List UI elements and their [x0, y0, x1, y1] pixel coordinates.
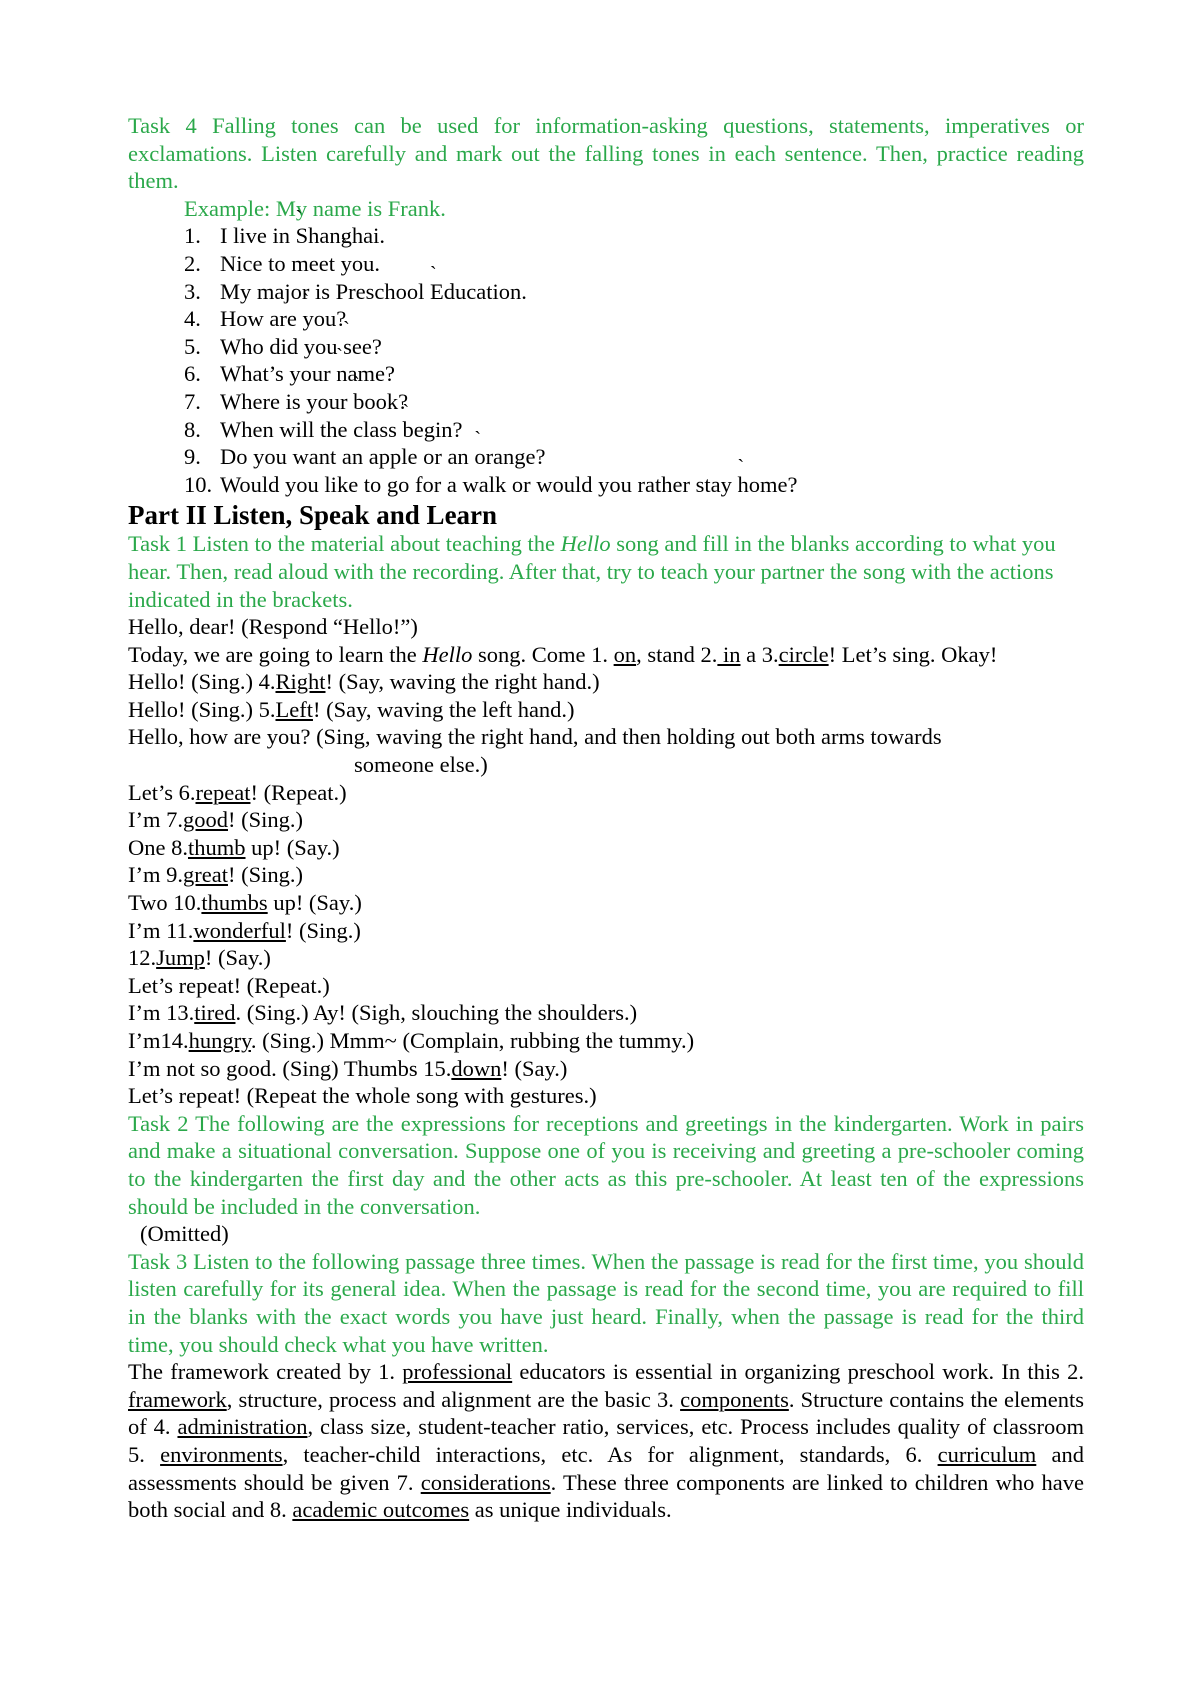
answer-blank: thumb	[188, 834, 246, 860]
falling-tone-mark: ` n	[336, 360, 347, 388]
list-item: 3. My major is Preschool ` Education.	[184, 278, 1084, 306]
answer-blank: components	[680, 1386, 789, 1412]
answer-blank: Left	[275, 696, 313, 722]
omitted-note: (Omitted)	[140, 1221, 229, 1247]
falling-tone-mark: ` h	[737, 471, 748, 499]
song-line: I’m not so good. (Sing) Thumbs 15.down! (Say.)	[128, 1055, 568, 1081]
falling-tone-mark: ` b	[402, 416, 413, 444]
song-line: I’m 13.tired. (Sing.) Ay! (Sigh, slouching the shoulders.)	[128, 1000, 638, 1026]
answer-blank: tired	[194, 1000, 236, 1026]
document-page	[128, 112, 1084, 1524]
answer-blank: wonderful	[193, 917, 286, 943]
falling-tone-mark: ` b	[353, 388, 364, 416]
task1-instruction: Task 1 Listen to the material about teaching the Hello song and fill in the blanks according to what you hear. Then, read aloud with the recording. After that, try to teach your partner the song with the actions indicated in the brackets.	[128, 531, 1056, 612]
list-item: 1. I live in ` Shanghai.	[184, 222, 1084, 250]
answer-blank: repeat	[195, 779, 251, 805]
passage-text: The framework created by 1. professional educators is essential in organizing preschool work. In this 2. framework, structure, process and alignment are the basic 3. components. Structure contains the elements of 4. administration, class size, student-teacher ratio, services, etc. Process includes quality of classroom 5. environments, teacher-child interactions, etc. As for alignment, standards, 6. curriculum and assessments should be given 7. considerations. These three components are linked to children who have both social and 8. academic outcomes as unique individuals.	[128, 1359, 1084, 1523]
list-item: 5. Who did you ` see?	[184, 333, 1084, 361]
task3-instruction: Task 3 Listen to the following passage three times. When the passage is read for the first time, you should listen carefully for its general idea. When the passage is read for the second time, you are required to fill in the blanks with the exact words you have just heard. Finally, when the passage is read for the third time, you should check what you have written.	[128, 1248, 1084, 1357]
task4-instruction: Task 4 Falling tones can be used for information-asking questions, statements, imperatives or exclamations. Listen carefully and mark out the falling tones in each sentence. Then, practice reading them.	[128, 113, 1084, 194]
song-line: I’m14.hungry. (Sing.) Mmm~ (Complain, rubbing the tummy.)	[128, 1028, 695, 1053]
song-lyrics	[128, 613, 1084, 1110]
answer-blank: in	[717, 641, 741, 667]
list-item: 2. Nice to meet ` you.	[184, 250, 1084, 278]
list-item: 8. When will the class ` begin?	[184, 416, 1084, 444]
falling-tone-mark: ` E	[430, 278, 444, 306]
song-line: I’m 9.great! (Sing.)	[128, 862, 303, 888]
answer-blank: environments	[160, 1441, 283, 1467]
list-item: 6. What’s your ` name?	[184, 360, 1084, 388]
song-line: Let’s repeat! (Repeat.)	[128, 972, 330, 998]
answer-blank: Jump	[156, 945, 205, 971]
list-item: 7. Where is your ` book?	[184, 388, 1084, 416]
answer-blank: framework	[128, 1386, 227, 1412]
answer-blank: administration	[177, 1414, 308, 1440]
section-heading: Part II Listen, Speak and Learn	[128, 500, 498, 531]
answer-blank: curriculum	[937, 1441, 1037, 1467]
answer-blank: Right	[275, 669, 326, 695]
task2-instruction: Task 2 The following are the expressions for receptions and greetings in the kindergarten. Work in pairs and make a situational conversation. Suppose one of you is receiving and greeting a pre-schooler coming to the kindergarten the first day and the other acts as this pre-schooler. At least ten of the expressions should be included in the conversation.	[128, 1110, 1084, 1219]
song-line: Hello, dear! (Respond “Hello!”)	[128, 614, 418, 640]
list-item: 10. Would you like to go for a walk or would you rather stay ` home?	[184, 471, 1084, 499]
song-line: I’m 11.wonderful! (Sing.)	[128, 917, 361, 943]
answer-blank: professional	[402, 1359, 513, 1385]
song-line: someone else.)	[354, 752, 488, 778]
task4-example: Example: My name is Frank.	[184, 195, 446, 221]
answer-blank: great	[183, 862, 228, 888]
answer-blank: good	[183, 807, 228, 833]
song-line: Hello, how are you? (Sing, waving the right hand, and then holding out both arms towards	[128, 724, 942, 750]
falling-tone-mark: ` o	[474, 443, 485, 471]
answer-blank: thumbs	[201, 890, 268, 916]
answer-blank: considerations	[420, 1469, 551, 1495]
song-line: One 8.thumb up! (Say.)	[128, 834, 340, 860]
falling-tone-mark: ` S	[296, 222, 309, 250]
song-line: Today, we are going to learn the Hello song. Come 1. on, stand 2. in a 3.circle! Let’s sing. Okay!	[128, 641, 998, 667]
answer-blank: down	[451, 1055, 502, 1081]
song-line: 12.Jump! (Say.)	[128, 945, 271, 971]
song-line: Hello! (Sing.) 5.Left! (Say, waving the left hand.)	[128, 696, 575, 722]
song-line: I’m 7.good! (Sing.)	[128, 807, 303, 833]
falling-tone-mark: ` y	[302, 305, 313, 333]
falling-tone-mark: ` s	[343, 333, 352, 361]
answer-blank: on	[613, 641, 637, 667]
answer-blank: hungry	[188, 1028, 251, 1053]
song-line: Hello! (Sing.) 4.Right! (Say, waving the right hand.)	[128, 669, 600, 695]
list-item: 4. How are ` you?	[184, 305, 1084, 333]
task4-sentence-list	[128, 222, 1084, 498]
falling-tone-mark: ` y	[341, 250, 352, 278]
song-line: Let’s repeat! (Repeat the whole song with gestures.)	[128, 1083, 597, 1109]
song-line: Two 10.thumbs up! (Say.)	[128, 890, 362, 916]
answer-blank: circle	[778, 641, 829, 667]
list-item: 9. Do you want an apple or an ` orange?	[184, 443, 1084, 471]
song-line: Let’s 6.repeat! (Repeat.)	[128, 779, 347, 805]
answer-blank: academic outcomes	[292, 1497, 470, 1523]
